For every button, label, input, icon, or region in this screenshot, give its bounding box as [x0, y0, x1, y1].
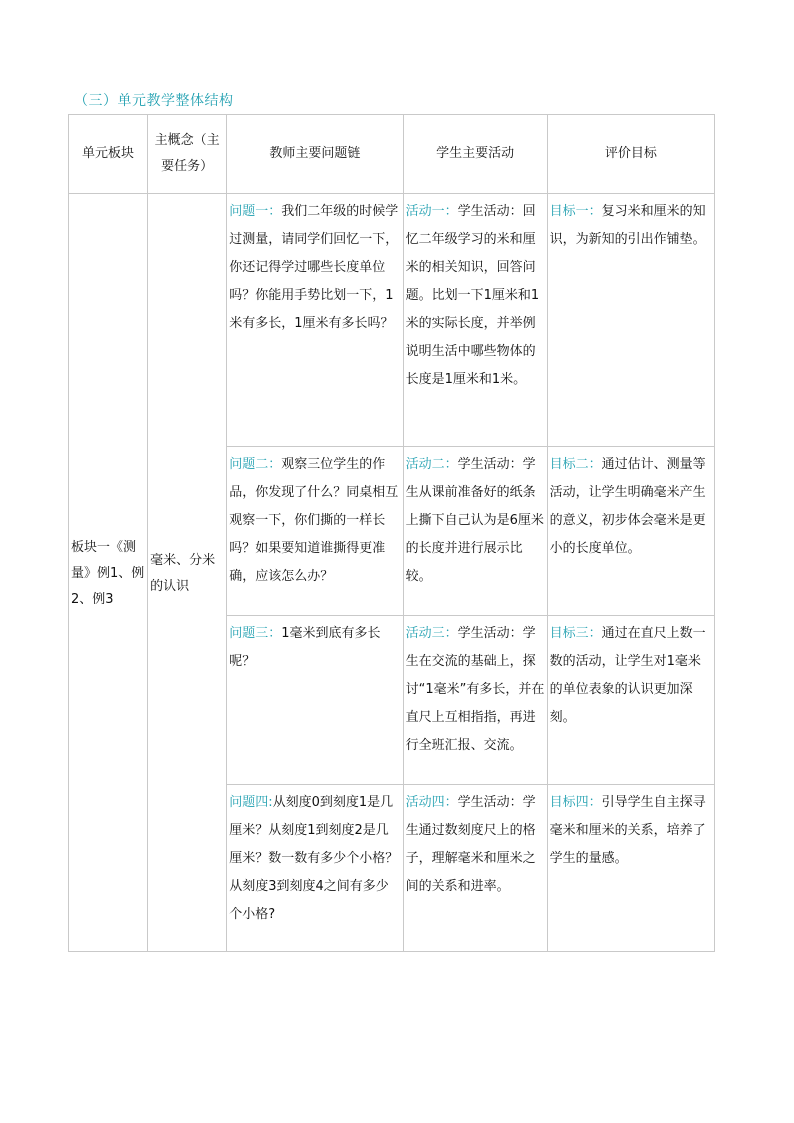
goal-cell — [547, 194, 714, 447]
goal-cell — [547, 616, 714, 785]
activity-label: 活动二： — [405, 457, 458, 472]
activity-label: 活动一： — [405, 204, 458, 219]
goal-text: 引导学生自主探寻毫米和厘米的关系，培养了学生的量感。 — [549, 795, 706, 866]
goal-label: 目标一： — [549, 204, 602, 219]
activity-cell — [403, 447, 547, 616]
goal-cell — [547, 447, 714, 616]
question-cell — [227, 447, 403, 616]
question-cell — [227, 785, 403, 952]
goal-text: 通过在直尺上数一数的活动，让学生对1毫米的单位表象的认识更加深刻。 — [549, 626, 706, 725]
header-main-concept: 主概念（主要任务） — [148, 115, 227, 194]
activity-text: 学生活动：回忆二年级学习的米和厘米的相关知识，回答问题。比划一下1厘米和1米的实际长度，并举例说明生活中哪些物体的长度是1厘米和1米。 — [405, 204, 540, 387]
question-label: 问题一： — [229, 204, 282, 219]
activity-cell — [403, 785, 547, 952]
activity-cell — [403, 616, 547, 785]
activity-text: 学生活动：学生从课前准备好的纸条上撕下自己认为是6厘米的长度并进行展示比较。 — [405, 457, 544, 584]
unit-structure-table — [68, 114, 715, 952]
activity-text: 学生活动：学生在交流的基础上，探讨“1毫米”有多长，并在直尺上互相指指，再进行全班汇报、交流。 — [405, 626, 545, 753]
header-student-activities: 学生主要活动 — [403, 115, 547, 194]
activity-label: 活动四： — [405, 795, 458, 810]
table-header-row — [69, 115, 715, 194]
question-label: 问题三： — [229, 626, 282, 641]
activity-cell — [403, 194, 547, 447]
goal-label: 目标二： — [549, 457, 602, 472]
question-text: 我们二年级的时候学过测量，请同学们回忆一下，你还记得学过哪些长度单位吗？你能用手势比划一下，1米有多长，1厘米有多长吗？ — [229, 204, 399, 331]
question-text: 1毫米到底有多长呢？ — [229, 626, 381, 669]
header-unit-block: 单元板块 — [69, 115, 148, 194]
goal-label: 目标三： — [549, 626, 602, 641]
header-evaluation-goals: 评价目标 — [547, 115, 714, 194]
question-label: 问题二： — [229, 457, 282, 472]
question-label: 问题四: — [229, 795, 273, 810]
goal-text: 通过估计、测量等活动，让学生明确毫米产生的意义，初步体会毫米是更小的长度单位。 — [549, 457, 706, 556]
question-cell — [227, 616, 403, 785]
activity-label: 活动三： — [405, 626, 458, 641]
activity-text: 学生活动：学生通过数刻度尺上的格子，理解毫米和厘米之间的关系和进率。 — [405, 795, 536, 894]
section-title: （三）单元教学整体结构 — [74, 93, 234, 109]
table-row — [69, 194, 715, 447]
goal-cell — [547, 785, 714, 952]
goal-text: 复习米和厘米的知识，为新知的引出作铺垫。 — [549, 204, 706, 247]
question-text: 从刻度0到刻度1是几厘米？从刻度1到刻度2是几厘米？数一数有多少个小格？从刻度3到刻度4之间有多少个小格? — [229, 795, 399, 922]
goal-label: 目标四： — [549, 795, 602, 810]
question-text: 观察三位学生的作品，你发现了什么？同桌相互观察一下，你们撕的一样长吗？如果要知道谁撕得更准确，应该怎么办？ — [229, 457, 399, 584]
main-concept: 毫米、分米的认识 — [148, 194, 227, 952]
unit-block-name: 板块一《测量》例1、例2、例3 — [69, 194, 148, 952]
question-cell — [227, 194, 403, 447]
header-teacher-questions: 教师主要问题链 — [227, 115, 403, 194]
